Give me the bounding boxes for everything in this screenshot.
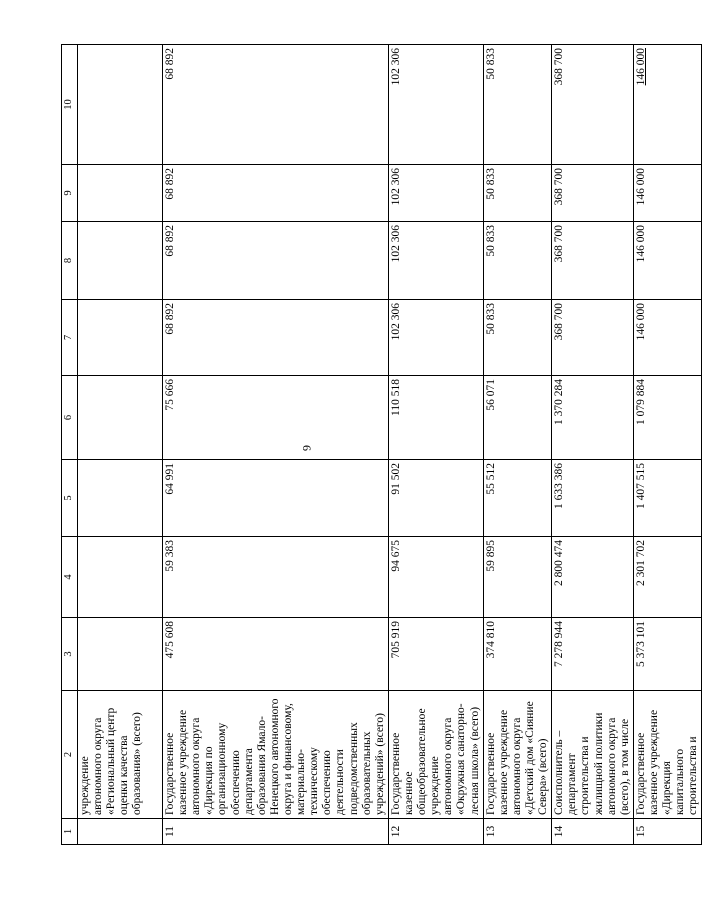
value-col-4: 59 895 — [483, 537, 552, 618]
value-col-5: 91 502 — [388, 460, 483, 537]
value-col-7 — [78, 300, 163, 376]
value-col-10: 68 892 — [163, 45, 389, 165]
value-col-5: 1 407 515 — [633, 460, 702, 537]
value-col-9: 146 000 — [633, 165, 702, 222]
value-col-8: 50 833 — [483, 222, 552, 300]
value-col-9: 68 892 — [163, 165, 389, 222]
row-number: 15 — [633, 819, 702, 845]
value-col-9: 50 833 — [483, 165, 552, 222]
table-row — [163, 45, 389, 845]
header-cell: 1 — [62, 819, 78, 845]
value-col-5: 1 633 386 — [552, 460, 634, 537]
value-col-6 — [78, 376, 163, 460]
row-number — [78, 819, 163, 845]
value-col-8 — [78, 222, 163, 300]
value-col-5: 55 512 — [483, 460, 552, 537]
row-name: учреждение автономного округа «Региональный центр оценки качества образования» (всего) — [78, 691, 163, 819]
value-col-5: 64 991 — [163, 460, 389, 537]
header-cell: 9 — [62, 165, 78, 222]
value-col-10: 368 700 — [552, 45, 634, 165]
header-cell: 4 — [62, 537, 78, 618]
value-col-4 — [78, 537, 163, 618]
header-cell: 6 — [62, 376, 78, 460]
value-col-4: 2 800 474 — [552, 537, 634, 618]
header-cell: 10 — [62, 45, 78, 165]
value-col-3: 705 919 — [388, 618, 483, 691]
value-col-9: 102 306 — [388, 165, 483, 222]
row-name: Государственное казенное учреждение «Дирекция капитального строительства и — [633, 691, 702, 819]
program-funding-table — [61, 44, 702, 845]
table-row — [633, 45, 702, 845]
value-col-8: 68 892 — [163, 222, 389, 300]
value-col-6: 75 666 — [163, 376, 389, 460]
row-name: Государственное казенное учреждение автономного округа «Детский дом «Сияние Севера» (всего) — [483, 691, 552, 819]
value-col-3: 475 608 — [163, 618, 389, 691]
value-col-8: 102 306 — [388, 222, 483, 300]
table-row — [388, 45, 483, 845]
row-name: Государственное казенное учреждение автономного округа «Дирекция по организационному обеспечению департамента образования Ямало-Ненецкого автономного округа и финансовому, материально-техническому обеспечению деятельности подведомственных образовательных учреждений» (всего) — [163, 691, 389, 819]
value-col-4: 94 675 — [388, 537, 483, 618]
value-col-3: 7 278 944 — [552, 618, 634, 691]
value-col-7: 50 833 — [483, 300, 552, 376]
header-cell: 8 — [62, 222, 78, 300]
value-col-10 — [78, 45, 163, 165]
value-col-4: 2 301 702 — [633, 537, 702, 618]
value-col-9: 368 700 — [552, 165, 634, 222]
table-row — [78, 45, 163, 845]
value-col-8: 146 000 — [633, 222, 702, 300]
header-cell: 7 — [62, 300, 78, 376]
header-row — [62, 45, 78, 845]
page-number: 6 — [300, 445, 314, 451]
header-cell: 3 — [62, 618, 78, 691]
value-col-6: 56 071 — [483, 376, 552, 460]
rotated-page-content — [61, 45, 700, 845]
row-number: 13 — [483, 819, 552, 845]
table-row — [552, 45, 634, 845]
value-col-10: 102 306 — [388, 45, 483, 165]
value-col-9 — [78, 165, 163, 222]
value-col-3 — [78, 618, 163, 691]
header-cell: 5 — [62, 460, 78, 537]
value-col-10: 50 833 — [483, 45, 552, 165]
value-col-6: 1 370 284 — [552, 376, 634, 460]
value-col-10: 146 000 — [633, 45, 702, 165]
value-col-7: 368 700 — [552, 300, 634, 376]
table-row — [483, 45, 552, 845]
row-name: Государственное казенное общеобразовательное учреждение автономного округа «Окружная санаторно-лесная школа» (всего) — [388, 691, 483, 819]
value-col-5 — [78, 460, 163, 537]
header-cell: 2 — [62, 691, 78, 819]
value-col-3: 374 810 — [483, 618, 552, 691]
value-col-7: 68 892 — [163, 300, 389, 376]
value-col-7: 146 000 — [633, 300, 702, 376]
value-col-6: 1 079 884 — [633, 376, 702, 460]
value-col-4: 59 383 — [163, 537, 389, 618]
row-name: Соисполнитель – департамент строительства и жилищной политики автономного округа (всего), в том числе — [552, 691, 634, 819]
row-number: 11 — [163, 819, 389, 845]
value-col-7: 102 306 — [388, 300, 483, 376]
value-col-3: 5 373 101 — [633, 618, 702, 691]
value-col-6: 110 518 — [388, 376, 483, 460]
row-number: 12 — [388, 819, 483, 845]
row-number: 14 — [552, 819, 634, 845]
value-col-8: 368 700 — [552, 222, 634, 300]
